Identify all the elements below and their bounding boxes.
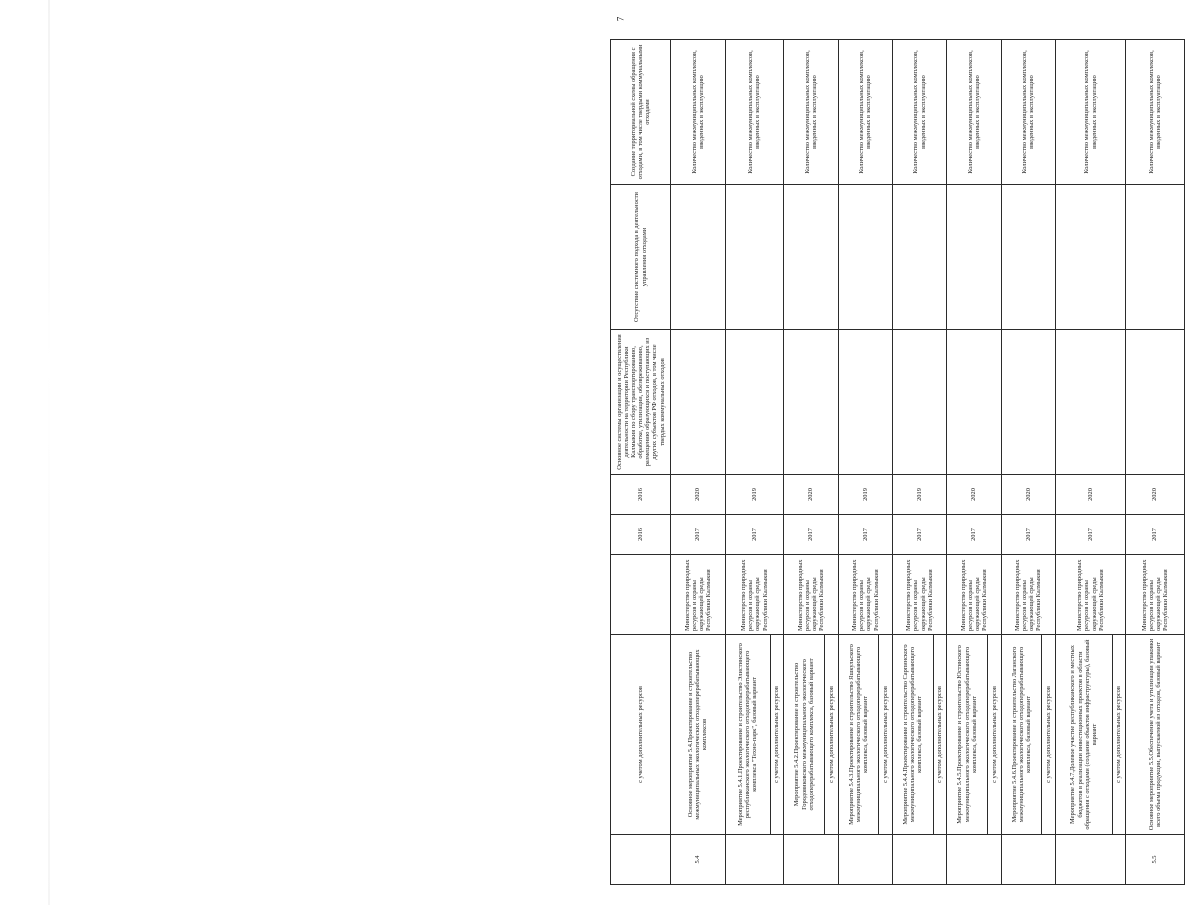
row-start-year: 2017 xyxy=(784,515,838,555)
row-start-year: 2017 xyxy=(1126,515,1185,555)
row-end-year: 2019 xyxy=(725,475,784,515)
row-start-year: 2017 xyxy=(1055,515,1125,555)
row-name: Основное мероприятие 5.4.Проектирование и строительство межмуниципальных экологических отходоперерабатывающих комплексов xyxy=(671,635,725,835)
row-responsible xyxy=(611,555,671,635)
row-name: Мероприятие 5.4.7.Долевое участие республиканского и местных бюджетов в реализации инвестиционных проектов в области обращения с отходами (создание объектов инфраструктуры), базовый вариант xyxy=(1055,635,1112,835)
program-table xyxy=(610,39,1185,885)
row-end-year: 2019 xyxy=(892,475,946,515)
row-number xyxy=(838,835,892,885)
row-end-year: 2020 xyxy=(1001,475,1055,515)
row-consequences xyxy=(725,185,784,330)
row-additional-resources: с учетом дополнительных ресурсов xyxy=(988,635,1002,835)
table-row xyxy=(784,40,825,885)
program-table-sheet xyxy=(610,40,1185,885)
row-expected-result xyxy=(1126,330,1185,475)
row-end-year: 2020 xyxy=(947,475,1001,515)
row-start-year: 2017 xyxy=(725,515,784,555)
row-responsible: Министерство природных ресурсов и охраны окружающей среды Республики Калмыкия xyxy=(892,555,946,635)
row-indicator: Количество межмуниципальных комплексов, введенных в эксплуатацию xyxy=(1055,40,1125,185)
row-indicator: Количество межмуниципальных комплексов, введенных в эксплуатацию xyxy=(1126,40,1185,185)
row-end-year: 2020 xyxy=(784,475,838,515)
row-consequences xyxy=(784,185,838,330)
row-consequences xyxy=(1055,185,1125,330)
row-additional-resources: с учетом дополнительных ресурсов xyxy=(1042,635,1056,835)
row-responsible: Министерство природных ресурсов и охраны окружающей среды Республики Калмыкия xyxy=(838,555,892,635)
row-number xyxy=(784,835,838,885)
row-consequences xyxy=(838,185,892,330)
row-consequences: Отсутствие системного подхода в деятельности управления отходами xyxy=(611,185,671,330)
page-number: 7 xyxy=(614,16,625,22)
row-consequences xyxy=(947,185,1001,330)
row-responsible: Министерство природных ресурсов и охраны окружающей среды Республики Калмыкия xyxy=(1126,555,1185,635)
row-name: Мероприятие 5.4.2.Проектирование и строительство Городовиковского межмуниципального экологического отходоперерабатывающего комплекса, базовый вариант xyxy=(784,635,825,835)
row-number: 5.5 xyxy=(1126,835,1185,885)
row-indicator: Создание территориальной схемы обращения с отходами, в том числе твердыми коммунальными отходами xyxy=(611,40,671,185)
row-indicator: Количество межмуниципальных комплексов, введенных в эксплуатацию xyxy=(947,40,1001,185)
table-row xyxy=(1126,40,1185,885)
row-expected-result xyxy=(838,330,892,475)
row-expected-result: Основное системы организации и осуществления деятельности на территории Республики Калмыкия по сбору транспортированию, обработке, утилизации, обезвреживанию, размещению образующихся и поступающих из других субъектов РФ отходов, в том числе твердых коммунальных отходов xyxy=(611,330,671,475)
row-start-year: 2017 xyxy=(1001,515,1055,555)
row-name: Мероприятие 5.4.4.Проектирование и строительство Сарпинского межмуниципального экологического отходоперерабатывающего комплекса, базовый вариант xyxy=(892,635,933,835)
row-additional-resources: с учетом дополнительных ресурсов xyxy=(933,635,947,835)
row-indicator: Количество межмуниципальных комплексов, введенных в эксплуатацию xyxy=(1001,40,1055,185)
row-end-year: 2020 xyxy=(1126,475,1185,515)
table-row xyxy=(725,40,770,885)
row-expected-result xyxy=(1055,330,1125,475)
row-number xyxy=(611,835,671,885)
row-number xyxy=(947,835,1001,885)
row-responsible: Министерство природных ресурсов и охраны окружающей среды Республики Калмыкия xyxy=(1001,555,1055,635)
table-row xyxy=(892,40,933,885)
table-row-top xyxy=(611,40,671,885)
row-name: Основное мероприятие 5.5.Обеспечение учета и утилизации упаковки всего объема продукции, выпускаемой из отходов, базовый вариант xyxy=(1126,635,1185,835)
row-number: 5.4 xyxy=(671,835,725,885)
row-end-year: 2016 xyxy=(611,475,671,515)
row-name: с учетом дополнительных ресурсов xyxy=(611,635,671,835)
row-expected-result xyxy=(784,330,838,475)
row-indicator: Количество межмуниципальных комплексов, введенных в эксплуатацию xyxy=(892,40,946,185)
row-additional-resources: с учетом дополнительных ресурсов xyxy=(879,635,893,835)
table-row xyxy=(1055,40,1112,885)
row-consequences xyxy=(1126,185,1185,330)
row-start-year: 2017 xyxy=(671,515,725,555)
row-responsible: Министерство природных ресурсов и охраны окружающей среды Республики Калмыкия xyxy=(1055,555,1125,635)
row-name: Мероприятие 5.4.5.Проектирование и строительство Юстинского межмуниципального экологического отходоперерабатывающего комплекса, базовый вариант xyxy=(947,635,988,835)
row-name: Мероприятие 5.4.6.Проектирование и строительство Лаганского межмуниципального экологического отходоперерабатывающего комплекса, базовый вариант xyxy=(1001,635,1042,835)
row-name: Мероприятие 5.4.1.Проектирование и строительство Элистинского республиканского экологического отходоперерабатывающего комплекса "Техно-парк", базовый вариант xyxy=(725,635,770,835)
row-number xyxy=(725,835,784,885)
row-additional-resources: с учетом дополнительных ресурсов xyxy=(770,635,784,835)
row-start-year: 2017 xyxy=(838,515,892,555)
row-end-year: 2020 xyxy=(671,475,725,515)
row-responsible: Министерство природных ресурсов и охраны окружающей среды Республики Калмыкия xyxy=(671,555,725,635)
row-number xyxy=(892,835,946,885)
row-indicator: Количество межмуниципальных комплексов, введенных в эксплуатацию xyxy=(784,40,838,185)
scan-artifact xyxy=(48,0,50,905)
row-responsible: Министерство природных ресурсов и охраны окружающей среды Республики Калмыкия xyxy=(784,555,838,635)
row-responsible: Министерство природных ресурсов и охраны окружающей среды Республики Калмыкия xyxy=(947,555,1001,635)
row-indicator: Количество межмуниципальных комплексов, введенных в эксплуатацию xyxy=(671,40,725,185)
row-expected-result xyxy=(892,330,946,475)
row-end-year: 2020 xyxy=(1055,475,1125,515)
row-responsible: Министерство природных ресурсов и охраны окружающей среды Республики Калмыкия xyxy=(725,555,784,635)
row-expected-result xyxy=(947,330,1001,475)
row-expected-result xyxy=(1001,330,1055,475)
row-indicator: Количество межмуниципальных комплексов, введенных в эксплуатацию xyxy=(725,40,784,185)
row-additional-resources: с учетом дополнительных ресурсов xyxy=(1112,635,1126,835)
table-row xyxy=(947,40,988,885)
row-number xyxy=(1055,835,1125,885)
row-start-year: 2017 xyxy=(947,515,1001,555)
row-expected-result xyxy=(725,330,784,475)
row-consequences xyxy=(1001,185,1055,330)
row-name: Мероприятие 5.4.3.Проектирование и строительство Яшкульского межмуниципального экологического отходоперерабатывающего комплекса, базовый вариант xyxy=(838,635,879,835)
table-row xyxy=(838,40,879,885)
table-row xyxy=(1001,40,1042,885)
row-start-year: 2017 xyxy=(892,515,946,555)
row-consequences xyxy=(892,185,946,330)
row-indicator: Количество межмуниципальных комплексов, введенных в эксплуатацию xyxy=(838,40,892,185)
row-number xyxy=(1001,835,1055,885)
row-additional-resources: с учетом дополнительных ресурсов xyxy=(825,635,839,835)
row-end-year: 2019 xyxy=(838,475,892,515)
row-expected-result xyxy=(671,330,725,475)
table-row xyxy=(671,40,725,885)
row-consequences xyxy=(671,185,725,330)
row-start-year: 2016 xyxy=(611,515,671,555)
